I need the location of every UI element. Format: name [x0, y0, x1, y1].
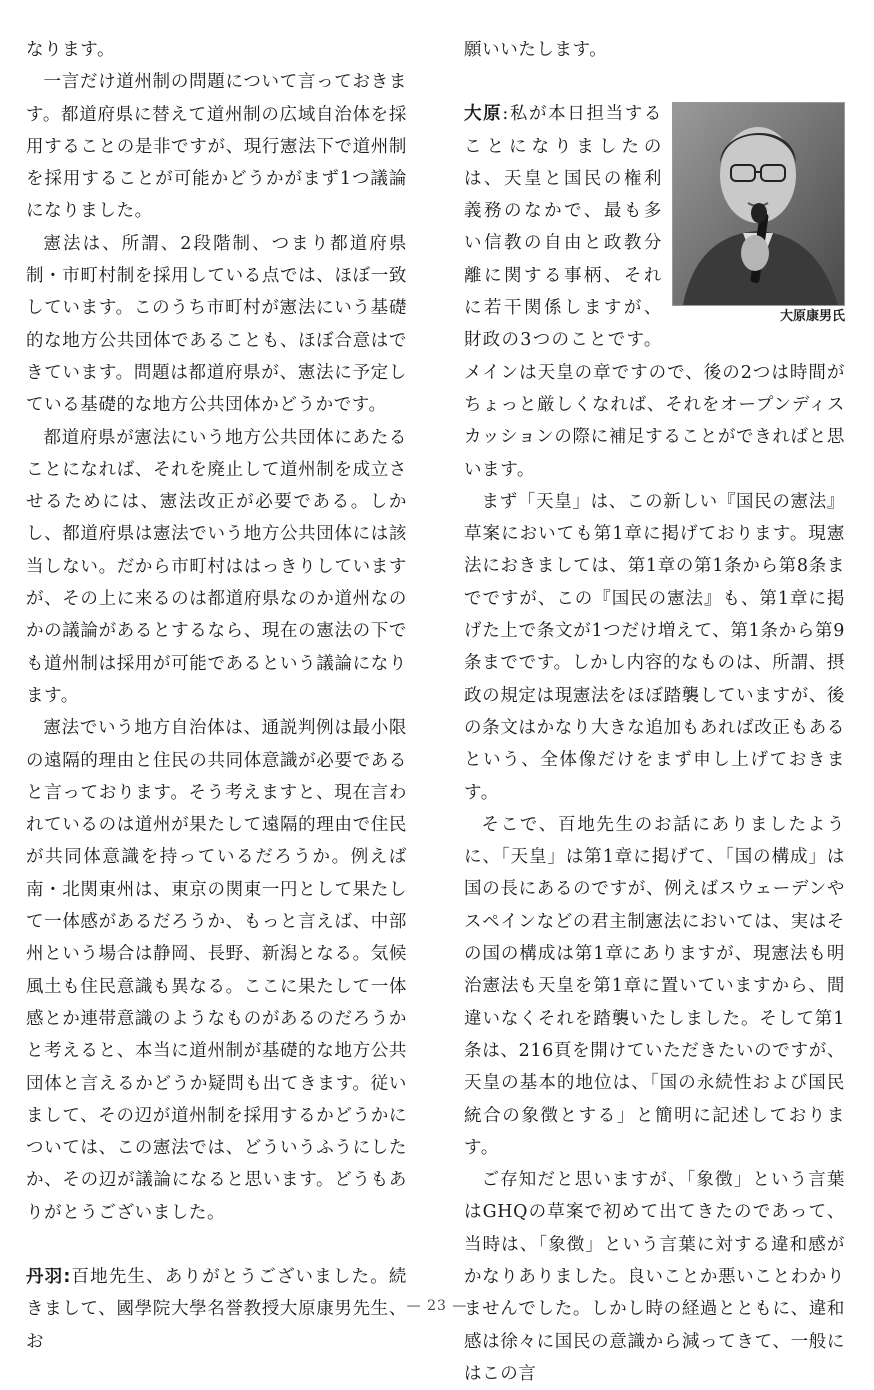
speech-text: :私が本日担当することになりましたのは、天皇と国民の権利義務のなかで、最も多い信教の自由と政教分離に関する事柄、それに若干関係しますが、財政の3つのことです。メインは天皇の章ですので、後の2つは時間がちょっと厳しくなれば、それをオープンディスカッションの際に補足することができればと思います。: [464, 104, 845, 480]
paragraph: なります。: [26, 40, 116, 60]
left-column: [26, 34, 407, 1358]
paragraph: 一言だけ道州制の問題について言っておきます。都道府県に替えて道州制の広域自治体を採用することの是非ですが、現行憲法下で道州制を採用することが可能かどうかがまず1つ議論になりました。: [26, 72, 407, 222]
speech-text: 百地先生、ありがとうございました。続きまして、國學院大學名誉教授大原康男先生、お: [26, 1266, 407, 1352]
paragraph: ご存知だと思いますが、「象徴」という言葉はGHQの草案で初めて出てきたのであって、当時は、「象徴」という言葉に対する違和感がかなりありました。良いことか悪いことわかりませんでした。しかし時の経過とともに、違和感は徐々に国民の意識から減ってきて、一般にはこの言: [464, 1170, 845, 1384]
portrait-photo: [672, 102, 845, 306]
spacer: [26, 1229, 407, 1261]
photo-caption: 大原康男氏: [779, 309, 845, 325]
right-column: [464, 34, 845, 1390]
speaker-name: 丹羽:: [26, 1266, 71, 1287]
spacer: [464, 66, 845, 98]
portrait-figure: [672, 102, 845, 328]
paragraph: 憲法は、所謂、2段階制、つまり都道府県制・市町村制を採用している点では、ほぼ一致しています。このうち市町村が憲法にいう基礎的な地方公共団体であることも、ほぼ合意はできています。問題は都道府県が、憲法に予定している基礎的な地方公共団体かどうかです。: [26, 233, 407, 416]
paragraph: 憲法でいう地方自治体は、通説判例は最小限の遠隔的理由と住民の共同体意識が必要であると言っております。そう考えますと、現在言われているのは道州が果たして遠隔的理由で住民が共同体意識を持っているだろうか。例えば南・北関東州は、東京の関東一円として果たして一体感があるだろうか、もっと言えば、中部州という場合は静岡、長野、新潟となる。気候風土も住民意識も異なる。ここに果たして一体感とか連帯意識のようなものがあるのだろうかと考えると、本当に道州制が基礎的な地方公共団体と言えるかどうか疑問も出てきます。従いまして、その辺が道州制を採用するかどうかについては、この憲法では、どういうふうにしたか、その辺が議論になると思います。どうもありがとうございました。: [26, 718, 407, 1223]
page-number: — 23 —: [406, 1298, 468, 1314]
paragraph: まず「天皇」は、この新しい『国民の憲法』草案においても第1章に掲げております。現憲法におきましては、第1章の第1条から第8条までですが、この『国民の憲法』も、第1章に掲げた上で条文が1つだけ増えて、第1条から第9条までです。しかし内容的なものは、所謂、摂政の規定は現憲法をほぼ踏襲していますが、後の条文はかなり大きな追加もあれば改正もあるという、全体像だけをまず申し上げておきます。: [464, 491, 845, 803]
paragraph: そこで、百地先生のお話にありましたように、「天皇」は第1章に掲げて、「国の構成」は国の長にあるのですが、例えばスウェーデンやスペインなどの君主制憲法においては、実はその国の構成は第1章にありますが、現憲法も明治憲法も天皇を第1章に置いていますから、間違いなくそれを踏襲いたしました。そして第1条は、216頁を開けていただきたいのですが、天皇の基本的地位は、「国の永続性および国民統合の象徴とする」と簡明に記述しております。: [464, 814, 845, 1158]
speaker-name: 大原: [464, 104, 503, 125]
paragraph: 都道府県が憲法にいう地方公共団体にあたることになれば、それを廃止して道州制を成立させるためには、憲法改正が必要である。しかし、都道府県は憲法でいう地方公共団体には該当しない。だから市町村ははっきりしていますが、その上に来るのは都道府県なのか道州なのかの議論があるとするなら、現在の憲法の下でも道州制は採用が可能であるという議論になります。: [26, 427, 407, 706]
paragraph: 願いいたします。: [464, 40, 608, 60]
